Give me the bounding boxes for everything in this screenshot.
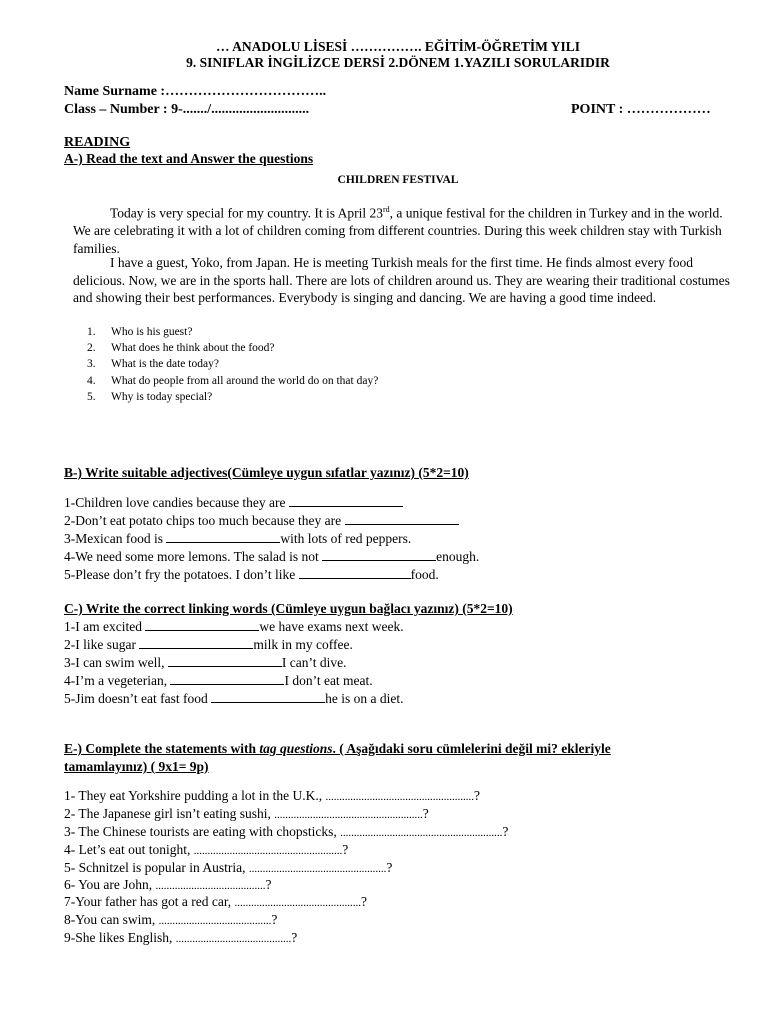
reading-paragraph-1-end: , a unique festival for the children in Turkey and in the world. We are celebrating it with a lot of children coming from different countries. During this week children stay with Turkish families. — [73, 205, 723, 256]
item-text-end: food. — [410, 567, 439, 582]
section-e-title-start: E-) Complete the statements with — [64, 741, 260, 756]
question-text: Why is today special? — [111, 390, 213, 403]
item-text-end: I don’t eat meat. — [284, 673, 373, 688]
section-c-item-1 — [64, 618, 404, 635]
item-text: 3-I can swim well, — [64, 655, 168, 670]
answer-blank[interactable] — [166, 530, 280, 543]
item-text: 2-I like sugar — [64, 637, 140, 652]
answer-dots[interactable]: ...................................................... — [325, 791, 474, 803]
question-mark: ? — [291, 930, 298, 945]
section-e-item-7 — [64, 894, 367, 910]
answer-blank[interactable] — [289, 494, 403, 507]
question-item — [87, 356, 378, 372]
section-b-item-5 — [64, 566, 439, 583]
section-e-title-line2: tamamlayınız) ( 9x1= 9p) — [64, 759, 209, 774]
question-text: What does he think about the food? — [111, 342, 275, 355]
item-text-end: with lots of red peppers. — [280, 531, 412, 546]
section-c-item-4 — [64, 672, 373, 689]
section-e-item-1 — [64, 788, 480, 804]
school-header: … ANADOLU LİSESİ ……………. EĞİTİM-ÖĞRETİM YILI — [215, 39, 581, 54]
section-e-item-5 — [64, 860, 392, 876]
question-item — [87, 324, 378, 340]
answer-blank[interactable] — [170, 672, 284, 685]
item-text: 2-Don’t eat potato chips too much because they are — [64, 513, 345, 528]
item-text: 5-Please don’t fry the potatoes. I don’t like — [64, 567, 299, 582]
answer-dots[interactable]: ........................................................... — [340, 827, 503, 839]
item-text: 8-You can swim, — [64, 912, 159, 927]
answer-blank[interactable] — [145, 618, 259, 631]
section-c-item-2 — [64, 636, 353, 653]
answer-blank[interactable] — [322, 548, 436, 561]
answer-blank[interactable] — [168, 654, 282, 667]
text-title: CHILDREN FESTIVAL — [337, 174, 459, 186]
question-number: 1. — [87, 326, 96, 338]
answer-blank[interactable] — [299, 566, 411, 579]
question-item — [87, 373, 378, 389]
question-text: What do people from all around the world do on that day? — [111, 374, 379, 387]
question-mark: ? — [342, 842, 349, 857]
question-mark: ? — [386, 860, 393, 875]
question-item — [87, 340, 378, 356]
answer-blank[interactable] — [211, 690, 325, 703]
reading-questions — [87, 324, 378, 405]
answer-blank[interactable] — [345, 512, 459, 525]
question-text: What is the date today? — [111, 358, 219, 371]
question-mark: ? — [271, 912, 278, 927]
section-e-item-4 — [64, 842, 348, 858]
answer-dots[interactable]: ......................................... — [158, 915, 272, 927]
answer-dots[interactable]: .............................................. — [234, 897, 362, 909]
question-text: Who is his guest? — [111, 326, 193, 338]
answer-dots[interactable]: ........................................ — [155, 880, 266, 892]
item-text-end: he is on a diet. — [325, 691, 404, 706]
question-number: 2. — [87, 342, 96, 355]
section-e-title — [64, 741, 611, 757]
ordinal-suffix: rd — [383, 205, 390, 214]
item-text-end: milk in my coffee. — [253, 637, 353, 652]
section-a-title: A-) Read the text and Answer the questions — [64, 151, 314, 166]
class-number-field[interactable]: Class – Number : 9-......./............................ — [64, 102, 310, 117]
item-text: 2- The Japanese girl isn’t eating sushi, — [64, 806, 275, 821]
answer-dots[interactable]: .................................................. — [248, 863, 387, 875]
item-text: 5-Jim doesn’t eat fast food — [64, 691, 212, 706]
reading-paragraph-1-start: Today is very special for my country. It is April 23 — [110, 205, 383, 221]
item-text: 7-Your father has got a red car, — [64, 894, 235, 909]
reading-paragraph-1 — [73, 201, 733, 257]
section-e-item-3 — [64, 824, 508, 840]
question-number: 3. — [87, 358, 96, 371]
answer-dots[interactable]: .......................................... — [175, 933, 292, 945]
section-b-item-4 — [64, 548, 479, 565]
answer-dots[interactable]: ...................................................... — [274, 809, 423, 821]
item-text: 5- Schnitzel is popular in Austria, — [64, 860, 249, 875]
item-text: 1-Children love candies because they are — [64, 495, 289, 510]
item-text: 9-She likes English, — [64, 930, 176, 945]
item-text: 3- The Chinese tourists are eating with chopsticks, — [64, 824, 341, 839]
question-number: 5. — [87, 390, 96, 403]
section-e-title-end: . ( Aşağıdaki soru cümlelerini değil mi? ekleriyle — [332, 741, 611, 756]
question-number: 4. — [87, 374, 96, 387]
section-e-item-2 — [64, 806, 429, 822]
section-e-item-9 — [64, 930, 297, 946]
section-b-title: B-) Write suitable adjectives(Cümleye uygun sıfatlar yazınız) (5*2=10) — [64, 465, 469, 480]
section-b-item-2 — [64, 512, 459, 529]
item-text: 6- You are John, — [64, 877, 156, 892]
answer-blank[interactable] — [139, 636, 253, 649]
section-e-item-8 — [64, 912, 277, 928]
reading-heading: READING — [64, 135, 131, 150]
question-mark: ? — [473, 788, 480, 803]
item-text-end: we have exams next week. — [259, 619, 404, 634]
question-mark: ? — [502, 824, 509, 839]
section-c-item-5 — [64, 690, 403, 707]
section-c-title: C-) Write the correct linking words (Cümleye uygun bağlacı yazınız) (5*2=10) — [64, 601, 513, 616]
section-b-item-1 — [64, 494, 403, 511]
item-text: 3-Mexican food is — [64, 531, 167, 546]
item-text: 4- Let’s eat out tonight, — [64, 842, 194, 857]
item-text: 4-We need some more lemons. The salad is not — [64, 549, 323, 564]
item-text: 1- They eat Yorkshire pudding a lot in the U.K., — [64, 788, 326, 803]
section-c-item-3 — [64, 654, 346, 671]
item-text: 4-I’m a vegeterian, — [64, 673, 171, 688]
reading-paragraph-2: I have a guest, Yoko, from Japan. He is meeting Turkish meals for the first time. He finds almost every food delicious. Now, we are in the sports hall. There are lots of children around us. They are wearing their traditional costumes and showing their best performances. Everybody is singing and dancing. We are having a good time indeed. — [73, 255, 730, 306]
question-mark: ? — [361, 894, 368, 909]
item-text: 1-I am excited — [64, 619, 146, 634]
item-text-end: enough. — [436, 549, 480, 564]
question-mark: ? — [422, 806, 429, 821]
section-b-item-3 — [64, 530, 411, 547]
question-item — [87, 389, 378, 405]
point-field[interactable]: POINT : ……………… — [571, 102, 711, 117]
answer-dots[interactable]: ...................................................... — [193, 845, 343, 857]
question-mark: ? — [265, 877, 272, 892]
item-text-end: I can’t dive. — [281, 655, 347, 670]
name-surname-field[interactable]: Name Surname :…………………………….. — [64, 84, 327, 99]
exam-title: 9. SINIFLAR İNGİLİZCE DERSİ 2.DÖNEM 1.YAZILI SORULARIDIR — [186, 55, 610, 70]
section-e-title-emphasis: tag questions — [259, 741, 333, 756]
section-e-item-6 — [64, 877, 272, 893]
